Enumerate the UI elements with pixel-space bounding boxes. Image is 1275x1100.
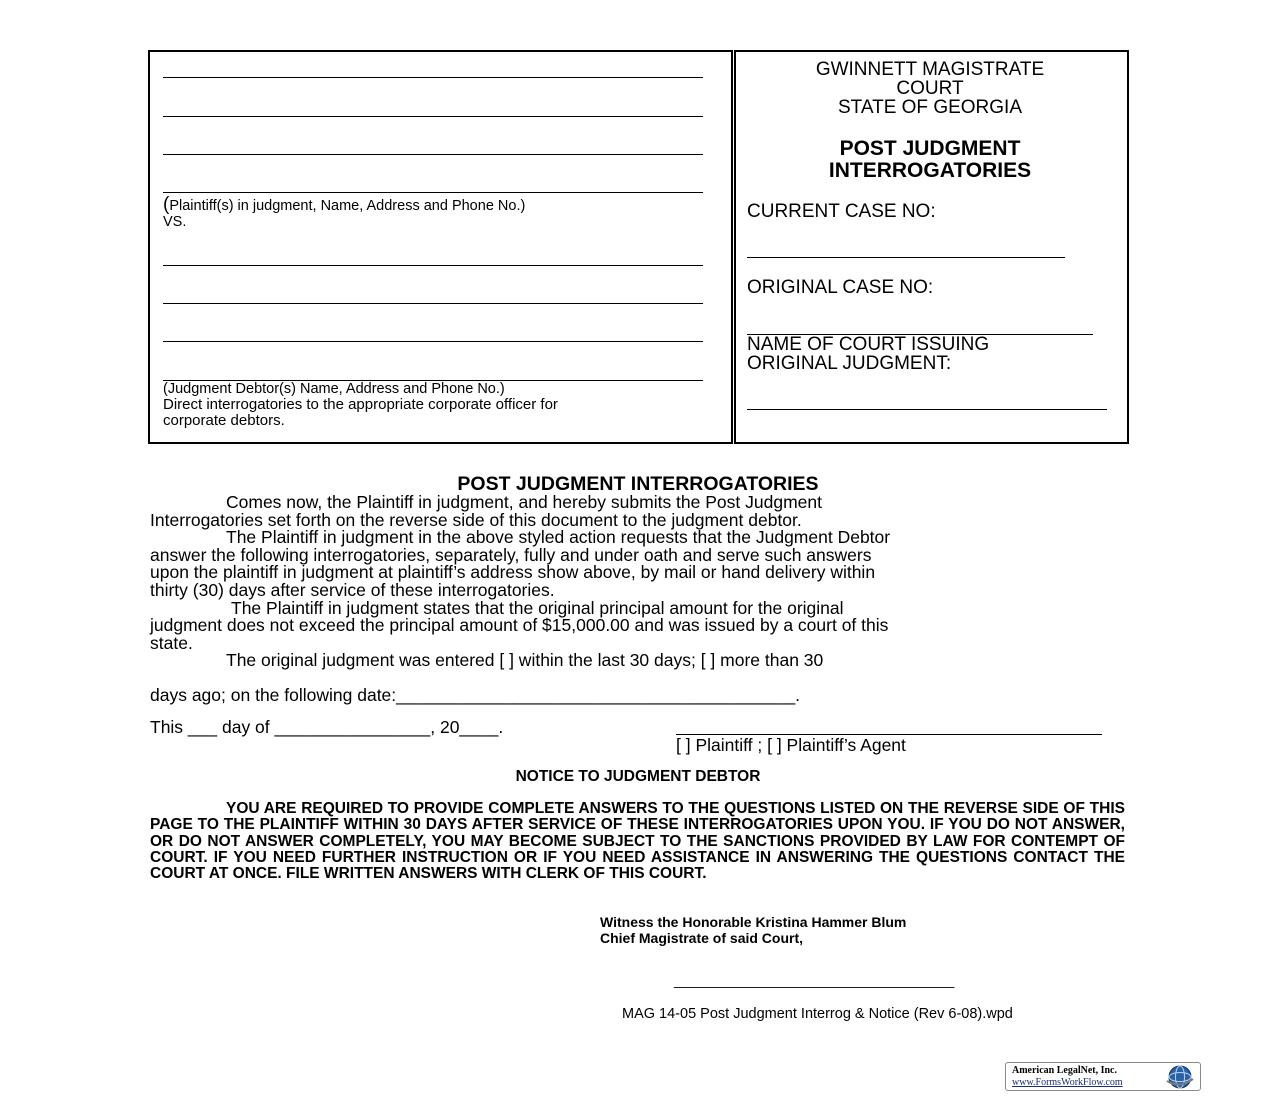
clerk-signature-line: ____________________________________ (674, 972, 955, 988)
current-case-label: CURRENT CASE NO: (747, 201, 936, 222)
p3-line-3: state. (150, 633, 193, 653)
original-case-label: ORIGINAL CASE NO: (747, 277, 934, 298)
body-heading: POST JUDGMENT INTERROGATORIES (457, 473, 819, 495)
issuing-court-label-line-2: ORIGINAL JUDGMENT: (747, 353, 952, 374)
notice-heading: NOTICE TO JUDGMENT DEBTOR (515, 768, 761, 785)
plaintiff-line-1[interactable] (163, 77, 703, 78)
plaintiff-caption-paren: ( (163, 194, 170, 215)
badge-url[interactable]: www.FormsWorkFlow.com (1012, 1077, 1123, 1088)
court-name-line-1: GWINNETT MAGISTRATE (815, 59, 1045, 80)
american-legalnet-badge[interactable] (1005, 1062, 1201, 1091)
badge-company-name: American LegalNet, Inc. (1012, 1065, 1117, 1076)
p4-line-1: The original judgment was entered [ ] within the last 30 days; [ ] more than 30 (226, 650, 824, 670)
plaintiff-line-2[interactable] (163, 116, 703, 117)
court-state: STATE OF GEORGIA (837, 97, 1023, 118)
date-line: This ___ day of ________________, 20____. (150, 717, 504, 737)
witness-line-2: Chief Magistrate of said Court, (600, 930, 804, 946)
debtor-caption: (Judgment Debtor(s) Name, Address and Phone No.) (163, 381, 505, 397)
p4-line-2: days ago; on the following date:_________________________________________. (150, 685, 801, 705)
p2-line-4: thirty (30) days after service of these interrogatories. (150, 580, 555, 600)
notice-text: YOU ARE REQUIRED TO PROVIDE COMPLETE ANSWERS TO THE QUESTIONS LISTED ON THE REVERSE SIDE OF THIS PAGE TO THE PLAINTIFF WITHIN 30 DAYS AFTER SERVICE OF THESE INTERROGATORIES UPON YOU. IF YOU DO NOT ANSWER, OR DO NOT ANSWER COMPLETELY, YOU MAY BECOME SUBJECT TO THE SANCTIONS PROVIDED BY LAW FOR CONTEMPT OF COURT. IF YOU NEED FURTHER INSTRUCTION OR IF YOU NEED ASSISTANCE IN ANSWERING THE QUESTIONS CONTACT THE COURT AT ONCE. FILE WRITTEN ANSWERS WITH CLERK OF THIS COURT. (150, 800, 1125, 883)
p2-line-1: The Plaintiff in judgment in the above styled action requests that the Judgment Debtor (226, 527, 891, 547)
form-title-line-1: POST JUDGMENT (839, 137, 1021, 160)
signer-options: [ ] Plaintiff ; [ ] Plaintiff’s Agent (676, 735, 906, 755)
p3-line-1: The Plaintiff in judgment states that the original principal amount for the original (231, 598, 844, 618)
debtor-line-1[interactable] (163, 265, 703, 266)
debtor-line-2[interactable] (163, 303, 703, 304)
globe-icon (1164, 1064, 1196, 1095)
debtor-note-line-1: Direct interrogatories to the appropriate corporate officer for (163, 396, 558, 413)
p2-line-2: answer the following interrogatories, separately, fully and under oath and serve such answers (150, 545, 872, 565)
p1-line-2: Interrogatories set forth on the reverse side of this document to the judgment debtor. (150, 510, 802, 530)
p3-line-2: judgment does not exceed the principal amount of $15,000.00 and was issued by a court of this (150, 615, 889, 635)
witness-line-1: Witness the Honorable Kristina Hammer Blum (600, 914, 907, 930)
debtor-note-line-2: corporate debtors. (163, 412, 285, 429)
p2-line-3: upon the plaintiff in judgment at plaintiff’s address show above, by mail or hand delivery within (150, 562, 876, 582)
form-title-line-2: INTERROGATORIES (828, 159, 1032, 182)
plaintiff-caption (163, 194, 526, 215)
plaintiff-caption-text: Plaintiff(s) in judgment, Name, Address and Phone No.) (169, 198, 526, 214)
current-case-field[interactable] (747, 257, 1065, 258)
plaintiff-line-3[interactable] (163, 154, 703, 155)
debtor-line-3[interactable] (163, 341, 703, 342)
issuing-court-label-line-1: NAME OF COURT ISSUING (747, 334, 990, 355)
vs-label: VS. (163, 214, 187, 230)
p1-line-1: Comes now, the Plaintiff in judgment, and hereby submits the Post Judgment (226, 492, 822, 512)
form-id: MAG 14-05 Post Judgment Interrog & Notice (Rev 6-08).wpd (622, 1006, 1013, 1022)
issuing-court-field[interactable] (747, 409, 1107, 410)
plaintiff-line-4[interactable] (163, 192, 703, 193)
court-name-line-2: COURT (896, 78, 964, 99)
